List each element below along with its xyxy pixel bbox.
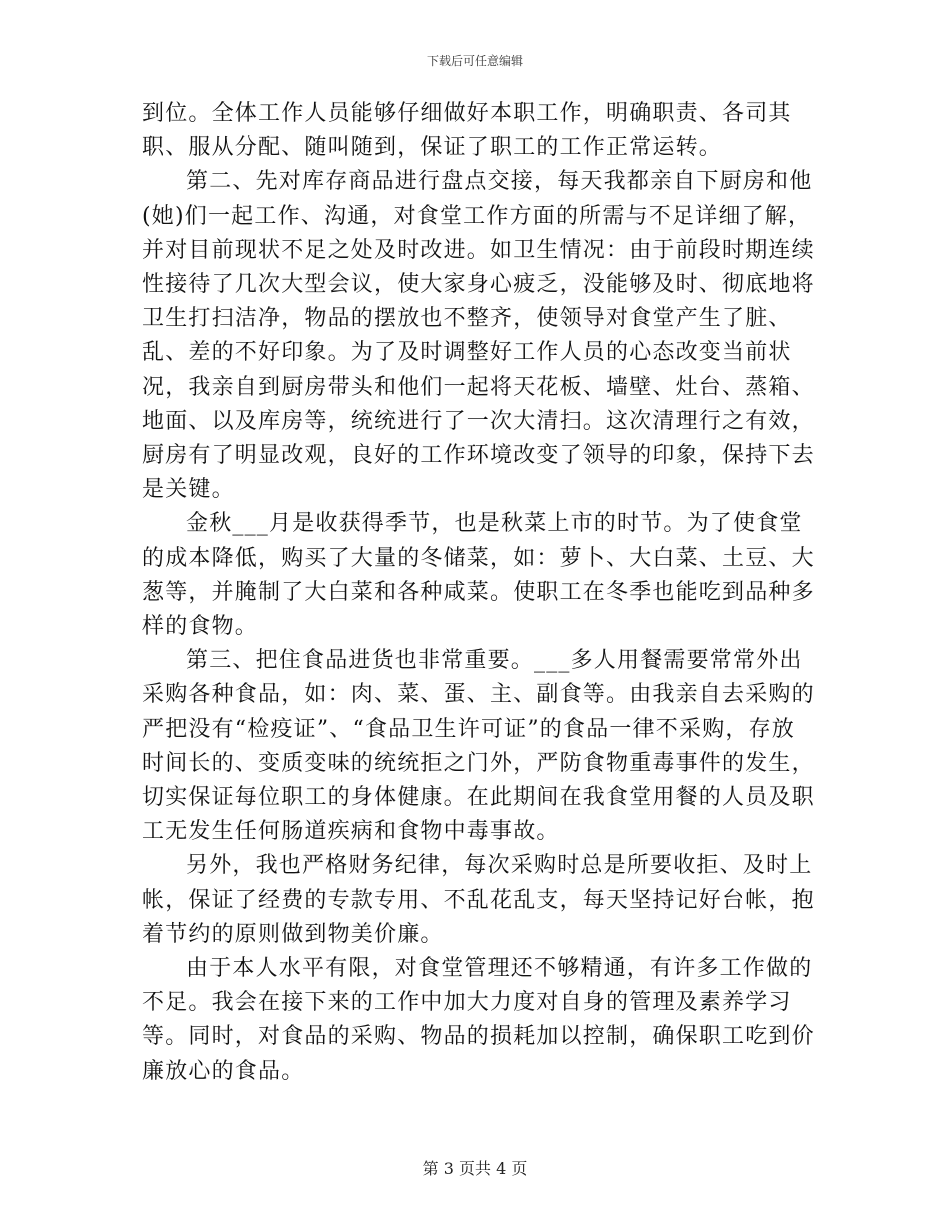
paragraph-second-point: 第二、先对库存商品进行盘点交接，每天我都亲自下厨房和他(她)们一起工作、沟通，对食堂工作方面的所需与不足详细了解，并对目前现状不足之处及时改进。如卫生情况：由于前段时期连续性接待了几次大型会议，使大家身心疲乏，没能够及时、彻底地将卫生打扫洁净，物品的摆放也不整齐，使领导对食堂产生了脏、乱、差的不好印象。为了及时调整好工作人员的心态改变当前状况，我亲自到厨房带头和他们一起将天花板、墙壁、灶台、蒸箱、地面、以及库房等，统统进行了一次大清扫。这次清理行之有效，厨房有了明显改观，良好的工作环境改变了领导的印象，保持下去是关键。 xyxy=(142,169,815,503)
paragraph-finance: 另外，我也严格财务纪律，每次采购时总是所要收拒、及时上帐，保证了经费的专款专用、不乱花乱支，每天坚持记好台帐，抱着节约的原则做到物美价廉。 xyxy=(142,853,815,947)
paragraph-conclusion: 由于本人水平有限，对食堂管理还不够精通，有许多工作做的不足。我会在接下来的工作中加大力度对自身的管理及素养学习等。同时，对食品的采购、物品的损耗加以控制，确保职工吃到价廉放心的食品。 xyxy=(142,956,815,1084)
paragraph-continuation: 到位。全体工作人员能够仔细做好本职工作，明确职责、各司其职、服从分配、随叫随到，保证了职工的工作正常运转。 xyxy=(142,101,792,161)
document-body xyxy=(142,97,818,1089)
paragraph-third-point: 第三、把住食品进货也非常重要。___多人用餐需要常常外出采购各种食品，如：肉、菜、蛋、主、副食等。由我亲自去采购的严把没有“检疫证”、“食品卫生许可证”的食品一律不采购，存放时间长的、变质变味的统统拒之门外，严防食物重毒事件的发生，切实保证每位职工的身体健康。在此期间在我食堂用餐的人员及职工无发生任何肠道疾病和食物中毒事故。 xyxy=(142,648,815,845)
page-header: 下载后可任意编辑 xyxy=(426,54,523,68)
page-footer: 第 3 页共 4 页 xyxy=(422,1159,528,1178)
paragraph-autumn-vegetables: 金秋___月是收获得季节，也是秋菜上市的时节。为了使食堂的成本降低，购买了大量的冬储菜，如：萝卜、大白菜、土豆、大葱等，并腌制了大白菜和各种咸菜。使职工在冬季也能吃到品种多样的食物。 xyxy=(142,511,815,640)
